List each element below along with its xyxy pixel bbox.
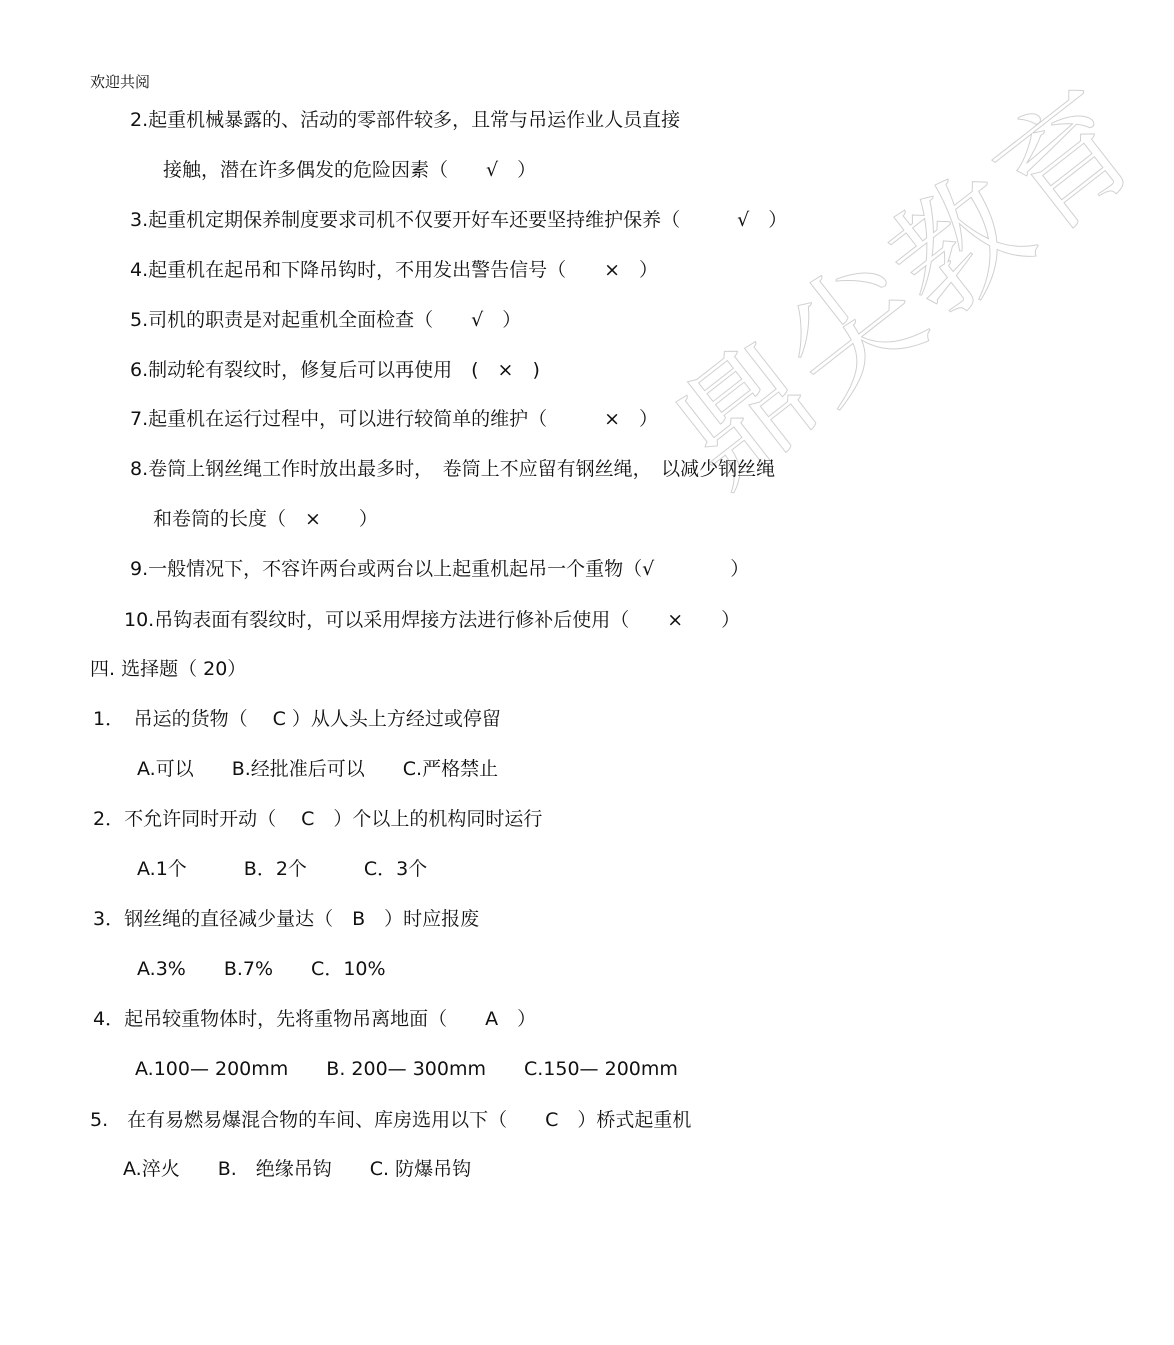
watermark: 鼎尖教育 xyxy=(647,59,1170,514)
section-title: 四. 选择题（ 20） xyxy=(90,658,247,680)
choice-options-4: A.100— 200mm B. 200— 300mm C.150— 200mm xyxy=(135,1058,678,1080)
judgment-item-8-continued: 和卷筒的长度（ × ） xyxy=(153,508,378,530)
judgment-item-2-continued: 接触，潜在许多偶发的危险因素（ √ ） xyxy=(163,159,537,181)
choice-question-3: 3．钢丝绳的直径减少量达（ B ）时应报废 xyxy=(93,908,480,930)
choice-options-1: A.可以 B.经批准后可以 C.严格禁止 xyxy=(137,758,499,780)
choice-question-1: 1． 吊运的货物（ C ）从人头上方经过或停留 xyxy=(93,708,501,730)
choice-options-2: A.1个 B．2个 C．3个 xyxy=(137,858,428,880)
choice-options-3: A.3% B.7% C．10% xyxy=(137,958,386,980)
choice-question-2: 2．不允许同时开动（ C ）个以上的机构同时运行 xyxy=(93,808,543,830)
judgment-item-3: 3.起重机定期保养制度要求司机不仅要开好车还要坚持维护保养（ √ ） xyxy=(130,209,788,231)
judgment-item-6: 6.制动轮有裂纹时，修复后可以再使用 ( × ) xyxy=(130,359,540,381)
choice-question-5: 5. 在有易燃易爆混合物的车间、库房选用以下（ C ）桥式起重机 xyxy=(90,1109,692,1131)
judgment-item-9: 9.一般情况下，不容许两台或两台以上起重机起吊一个重物（√ ） xyxy=(130,558,750,580)
judgment-item-10: 10.吊钩表面有裂纹时，可以采用焊接方法进行修补后使用（ × ） xyxy=(124,609,741,631)
judgment-item-7: 7.起重机在运行过程中，可以进行较简单的维护（ × ） xyxy=(130,408,659,430)
page-header: 欢迎共阅 xyxy=(90,73,151,91)
judgment-item-5: 5.司机的职责是对起重机全面检查（ √ ） xyxy=(130,309,522,331)
choice-question-4: 4．起吊较重物体时，先将重物吊离地面（ A ） xyxy=(93,1008,537,1030)
choice-options-5: A.淬火 B. 绝缘吊钩 C. 防爆吊钩 xyxy=(123,1158,472,1180)
judgment-item-4: 4.起重机在起吊和下降吊钩时，不用发出警告信号（ × ） xyxy=(130,259,659,281)
judgment-item-8: 8.卷筒上钢丝绳工作时放出最多时， 卷筒上不应留有钢丝绳， 以减少钢丝绳 xyxy=(130,458,776,480)
judgment-item-2: 2.起重机械暴露的、活动的零部件较多，且常与吊运作业人员直接 xyxy=(130,109,681,131)
